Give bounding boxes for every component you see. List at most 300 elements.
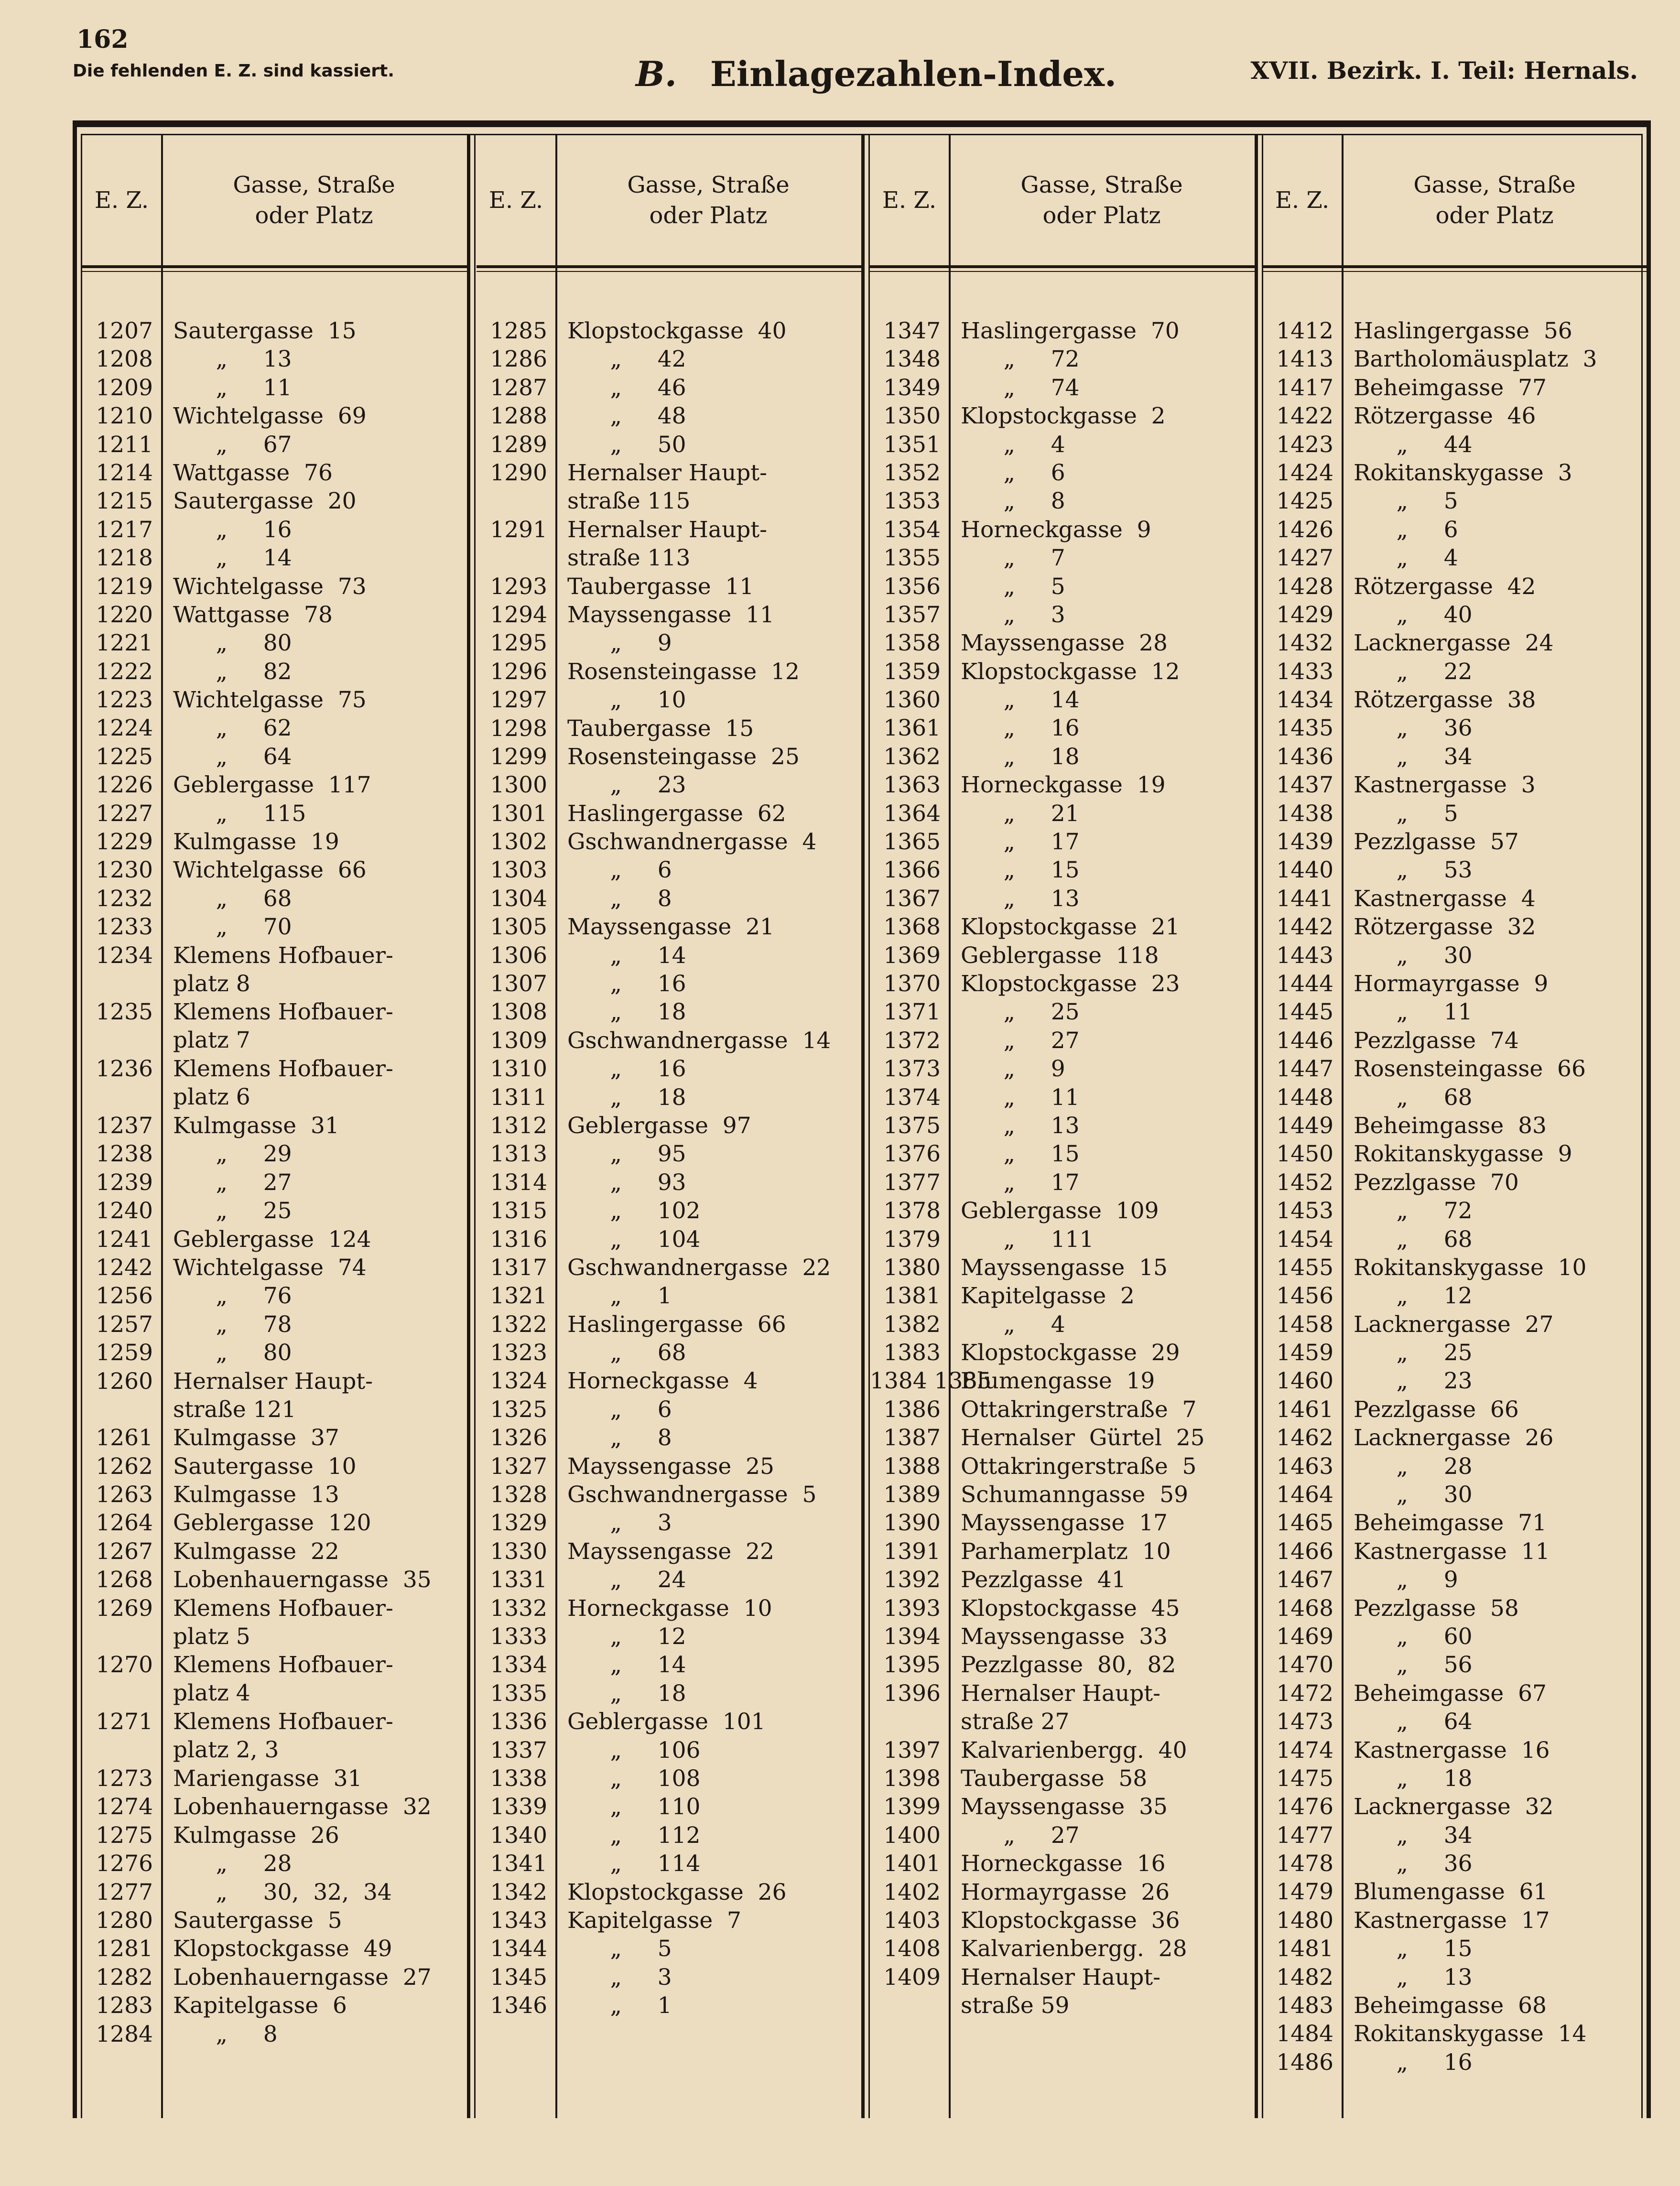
- street-entry: „ 16: [567, 1056, 686, 1082]
- table-row: [477, 941, 861, 970]
- table-row: [1263, 1169, 1647, 1197]
- street-entry: Pezzlgasse 80, 82: [961, 1652, 1176, 1678]
- table-row: [870, 1850, 1255, 1878]
- header-gasse: Gasse, Straße oder Platz: [1413, 172, 1576, 229]
- street-entry: Wattgasse 76: [173, 459, 333, 486]
- street-entry: „ 76: [173, 1283, 292, 1309]
- table-row: [82, 828, 467, 856]
- table-row: [82, 431, 467, 459]
- ez-number: 1339: [490, 1794, 547, 1820]
- street-entry: Pezzlgasse 70: [1354, 1169, 1519, 1196]
- ez-number: 1440: [1276, 857, 1333, 884]
- table-row: [870, 1367, 1255, 1395]
- table-row: [82, 1906, 467, 1935]
- street-entry: Kulmgasse 31: [173, 1112, 339, 1139]
- ez-number: 1356: [883, 573, 941, 600]
- ez-number: 1300: [490, 772, 547, 799]
- ez-number: 1392: [883, 1567, 941, 1593]
- street-entry: Klemens Hofbauer- platz 5: [173, 1595, 393, 1650]
- table-row: [82, 1963, 467, 1991]
- table-row: [82, 800, 467, 828]
- table-row: [82, 1935, 467, 1963]
- table-row: [477, 686, 861, 714]
- ez-number: 1369: [883, 942, 941, 969]
- ez-number: 1441: [1276, 885, 1333, 912]
- table-row: [477, 345, 861, 373]
- ez-number: 1368: [883, 914, 941, 941]
- table-row: [82, 1225, 467, 1254]
- street-entry: „ 18: [567, 1084, 686, 1111]
- street-entry: Wattgasse 78: [173, 601, 333, 628]
- street-entry: „ 102: [567, 1198, 701, 1224]
- ez-number: 1345: [490, 1964, 547, 1991]
- street-entry: Pezzlgasse 58: [1354, 1595, 1519, 1622]
- ez-number: 1239: [96, 1169, 153, 1196]
- table-row: [870, 743, 1255, 771]
- table-row: [82, 459, 467, 487]
- ez-number: 1337: [490, 1737, 547, 1764]
- table-row: [82, 1566, 467, 1594]
- street-entry: Rötzergasse 42: [1354, 573, 1536, 600]
- ez-number: 1295: [490, 630, 547, 657]
- ez-number: 1332: [490, 1595, 547, 1622]
- street-entry: Klemens Hofbauer- platz 8: [173, 942, 393, 997]
- street-entry: „ 9: [1354, 1567, 1458, 1593]
- street-entry: „ 64: [1354, 1709, 1473, 1735]
- ez-number: 1486: [1276, 2049, 1333, 2076]
- street-entry: Lobenhauerngasse 27: [173, 1964, 432, 1991]
- street-entry: „ 15: [961, 857, 1080, 884]
- table-row: [82, 573, 467, 601]
- ez-number: 1291: [490, 516, 547, 543]
- street-entry: Pezzlgasse 57: [1354, 829, 1519, 855]
- ez-number: 1460: [1276, 1368, 1333, 1395]
- street-entry: Wichtelgasse 66: [173, 857, 367, 884]
- table-row: [1263, 1991, 1647, 2020]
- table-row: [870, 629, 1255, 657]
- street-entry: „ 108: [567, 1765, 701, 1792]
- table-row: [82, 1878, 467, 1906]
- ez-number: 1375: [883, 1112, 941, 1139]
- street-entry: Hernalser Haupt- straße 115: [567, 459, 768, 514]
- table-row: [82, 2020, 467, 2048]
- ez-number: 1387: [883, 1425, 941, 1451]
- ez-number: 1273: [96, 1765, 153, 1792]
- column-rows: [477, 317, 861, 2020]
- table-row: [1263, 1764, 1647, 1793]
- table-row: [870, 1140, 1255, 1168]
- ez-number: 1221: [96, 630, 153, 657]
- ez-number: 1409: [883, 1964, 941, 1991]
- column-rows: [82, 317, 467, 2048]
- table-row: [82, 1991, 467, 2020]
- table-row: [870, 402, 1255, 430]
- street-entry: „ 68: [1354, 1226, 1473, 1253]
- street-entry: Schumanngasse 59: [961, 1482, 1189, 1508]
- ez-number: 1474: [1276, 1737, 1333, 1764]
- street-entry: Beheimgasse 68: [1354, 1992, 1547, 2019]
- column-header: [1263, 135, 1647, 268]
- ez-number: 1287: [490, 374, 547, 401]
- table-row: [477, 1793, 861, 1821]
- ez-number: 1393: [883, 1595, 941, 1622]
- street-entry: Kastnergasse 17: [1354, 1907, 1550, 1934]
- street-entry: „ 6: [961, 459, 1065, 486]
- ez-number: 1296: [490, 658, 547, 685]
- street-entry: „ 30, 32, 34: [173, 1879, 392, 1905]
- table-row: [1263, 913, 1647, 941]
- ez-number: 1367: [883, 885, 941, 912]
- ez-number: 1229: [96, 829, 153, 855]
- ez-number: 1352: [883, 459, 941, 486]
- table-row: [1263, 1424, 1647, 1452]
- table-row: [1263, 374, 1647, 402]
- street-entry: Blumengasse 61: [1354, 1879, 1548, 1905]
- ez-number: 1299: [490, 743, 547, 770]
- street-entry: Beheimgasse 83: [1354, 1112, 1547, 1139]
- table-row: [82, 629, 467, 657]
- table-row: [82, 1594, 467, 1651]
- street-entry: Geblergasse 97: [567, 1112, 751, 1139]
- table-row: [477, 1537, 861, 1566]
- table-row: [870, 1083, 1255, 1112]
- street-entry: Klemens Hofbauer- platz 6: [173, 1056, 393, 1111]
- street-entry: „ 68: [1354, 1084, 1473, 1111]
- ez-number: 1362: [883, 743, 941, 770]
- street-entry: Gschwandnergasse 14: [567, 1027, 831, 1054]
- street-entry: „ 11: [173, 374, 292, 401]
- street-entry: Mayssengasse 17: [961, 1510, 1168, 1537]
- ez-number: 1336: [490, 1709, 547, 1735]
- ez-number: 1238: [96, 1141, 153, 1168]
- street-entry: Kulmgasse 22: [173, 1538, 339, 1565]
- ez-number: 1237: [96, 1112, 153, 1139]
- street-entry: „ 25: [1354, 1340, 1473, 1366]
- ez-number: 1476: [1276, 1794, 1333, 1820]
- table-row: [82, 1310, 467, 1339]
- street-entry: „ 44: [1354, 431, 1473, 458]
- street-entry: Gschwandnergasse 4: [567, 829, 817, 855]
- ez-number: 1452: [1276, 1169, 1333, 1196]
- street-entry: „ 23: [567, 772, 686, 799]
- street-entry: „ 5: [567, 1936, 672, 1962]
- table-row: [1263, 317, 1647, 345]
- street-entry: „ 82: [173, 658, 292, 685]
- street-entry: Klopstockgasse 2: [961, 403, 1166, 430]
- ez-number: 1423: [1276, 431, 1333, 458]
- table-row: [870, 828, 1255, 856]
- street-entry: „ 8: [567, 1425, 672, 1451]
- street-entry: „ 72: [961, 346, 1080, 373]
- title-text: Einlagezahlen-Index.: [710, 54, 1117, 94]
- table-row: [477, 856, 861, 884]
- table-row: [870, 856, 1255, 884]
- street-entry: Haslingergasse 70: [961, 318, 1180, 344]
- street-entry: Lacknergasse 26: [1354, 1425, 1554, 1451]
- street-entry: Rosensteingasse 66: [1354, 1056, 1586, 1082]
- table-inner: [81, 134, 1643, 2118]
- ez-number: 1230: [96, 857, 153, 884]
- street-entry: Hernalser Haupt- straße 59: [961, 1964, 1161, 2019]
- table-row: [1263, 1055, 1647, 1083]
- ez-number: 1275: [96, 1822, 153, 1849]
- street-entry: „ 34: [1354, 1822, 1473, 1849]
- table-row: [477, 1850, 861, 1878]
- street-entry: „ 29: [173, 1141, 292, 1168]
- street-entry: „ 5: [1354, 488, 1458, 515]
- street-entry: Rötzergasse 46: [1354, 403, 1536, 430]
- ez-number: 1439: [1276, 829, 1333, 855]
- ez-number: 1477: [1276, 1822, 1333, 1849]
- ez-number: 1327: [490, 1453, 547, 1480]
- ez-number: 1288: [490, 403, 547, 430]
- ez-number: 1226: [96, 772, 153, 799]
- ez-number: 1346: [490, 1992, 547, 2019]
- table-row: [477, 1736, 861, 1764]
- ez-number: 1422: [1276, 403, 1333, 430]
- table-row: [870, 1878, 1255, 1906]
- table-row: [870, 1452, 1255, 1481]
- header-gasse: Gasse, Straße oder Platz: [1020, 172, 1183, 229]
- header-note: Die fehlenden E. Z. sind kassiert.: [73, 61, 394, 81]
- ez-number: 1364: [883, 800, 941, 827]
- table-row: [1263, 1878, 1647, 1906]
- ez-number: 1284: [96, 2021, 153, 2047]
- street-entry: Kapitelgasse 6: [173, 1992, 347, 2019]
- table-row: [477, 828, 861, 856]
- ez-number: 1389: [883, 1482, 941, 1508]
- ez-number: 1314: [490, 1169, 547, 1196]
- table-row: [1263, 1396, 1647, 1424]
- table-row: [870, 1310, 1255, 1339]
- ez-number: 1480: [1276, 1907, 1333, 1934]
- street-entry: „ 22: [1354, 658, 1473, 685]
- table-row: [870, 771, 1255, 799]
- street-entry: „ 70: [173, 914, 292, 941]
- street-entry: Kastnergasse 16: [1354, 1737, 1550, 1764]
- ez-number: 1313: [490, 1141, 547, 1168]
- ez-number: 1382: [883, 1311, 941, 1338]
- ez-number: 1307: [490, 971, 547, 997]
- ez-number: 1443: [1276, 942, 1333, 969]
- ez-number: 1290: [490, 459, 547, 486]
- ez-number: 1424: [1276, 459, 1333, 486]
- street-entry: „ 80: [173, 1340, 292, 1366]
- street-entry: „ 4: [961, 1311, 1065, 1338]
- table-row: [1263, 2048, 1647, 2077]
- table-row: [82, 1537, 467, 1566]
- table-row: [82, 1140, 467, 1168]
- ez-number: 1358: [883, 630, 941, 657]
- table-row: [477, 573, 861, 601]
- ez-number: 1361: [883, 715, 941, 742]
- street-entry: Pezzlgasse 41: [961, 1567, 1126, 1593]
- table-row: [870, 1537, 1255, 1566]
- ez-number: 1373: [883, 1056, 941, 1082]
- ez-number: 1435: [1276, 715, 1333, 742]
- street-entry: Klopstockgasse 45: [961, 1595, 1180, 1622]
- street-entry: Kalvarienbergg. 28: [961, 1936, 1187, 1962]
- ez-number: 1306: [490, 942, 547, 969]
- street-entry: Mayssengasse 22: [567, 1538, 774, 1565]
- street-entry: Horneckgasse 19: [961, 772, 1166, 799]
- ez-number: 1432: [1276, 630, 1333, 657]
- ez-number: 1325: [490, 1396, 547, 1423]
- ez-number: 1338: [490, 1765, 547, 1792]
- table-row: [477, 1679, 861, 1708]
- street-entry: Gschwandnergasse 22: [567, 1254, 831, 1281]
- table-row: [870, 487, 1255, 515]
- table-row: [1263, 629, 1647, 657]
- table-row: [477, 1112, 861, 1140]
- table-row: [870, 1651, 1255, 1679]
- table-row: [82, 771, 467, 799]
- street-entry: „ 15: [961, 1141, 1080, 1168]
- ez-number: 1302: [490, 829, 547, 855]
- street-entry: „ 18: [961, 743, 1080, 770]
- table-row: [82, 516, 467, 544]
- ez-number: 1241: [96, 1226, 153, 1253]
- ez-number: 1350: [883, 403, 941, 430]
- table-row: [82, 1169, 467, 1197]
- street-entry: Hernalser Gürtel 25: [961, 1425, 1205, 1451]
- ez-number: 1453: [1276, 1198, 1333, 1224]
- street-entry: „ 14: [567, 942, 686, 969]
- header-gasse: Gasse, Straße oder Platz: [233, 172, 395, 229]
- table-row: [82, 1452, 467, 1481]
- table-row: [870, 1197, 1255, 1225]
- street-entry: „ 30: [1354, 1482, 1473, 1508]
- street-entry: „ 25: [173, 1198, 292, 1224]
- header-ez: E. Z.: [1275, 187, 1330, 214]
- ez-number: 1276: [96, 1851, 153, 1877]
- street-entry: „ 72: [1354, 1198, 1473, 1224]
- ez-number: 1283: [96, 1992, 153, 2019]
- table-row: [870, 1339, 1255, 1367]
- table-row: [477, 771, 861, 799]
- table-row: [1263, 1452, 1647, 1481]
- street-entry: „ 68: [567, 1340, 686, 1366]
- table-row: [477, 913, 861, 941]
- ez-number: 1234: [96, 942, 153, 969]
- ez-number: 1380: [883, 1254, 941, 1281]
- table-row: [1263, 2020, 1647, 2048]
- ez-number: 1483: [1276, 1992, 1333, 2019]
- table-row: [1263, 1140, 1647, 1168]
- ez-number: 1465: [1276, 1510, 1333, 1537]
- street-entry: Horneckgasse 4: [567, 1368, 758, 1395]
- street-entry: „ 13: [1354, 1964, 1473, 1991]
- ez-number: 1449: [1276, 1112, 1333, 1139]
- table-row: [477, 1367, 861, 1395]
- ez-number: 1363: [883, 772, 941, 799]
- street-entry: „ 8: [961, 488, 1065, 515]
- ez-number: 1304: [490, 885, 547, 912]
- street-entry: Beheimgasse 67: [1354, 1680, 1547, 1707]
- table-row: [82, 1850, 467, 1878]
- table-row: [870, 1424, 1255, 1452]
- street-entry: „ 24: [567, 1567, 686, 1593]
- ez-number: 1227: [96, 800, 153, 827]
- table-row: [477, 1481, 861, 1509]
- street-entry: Beheimgasse 71: [1354, 1510, 1547, 1537]
- street-entry: „ 21: [961, 800, 1080, 827]
- ez-number: 1259: [96, 1340, 153, 1366]
- column-separator: [1255, 135, 1263, 2118]
- street-entry: „ 114: [567, 1851, 701, 1877]
- table-row: [870, 800, 1255, 828]
- ez-number: 1282: [96, 1964, 153, 1991]
- street-entry: Taubergasse 58: [961, 1765, 1148, 1792]
- street-entry: „ 56: [1354, 1652, 1473, 1678]
- street-entry: Mayssengasse 28: [961, 630, 1168, 657]
- ez-number: 1478: [1276, 1851, 1333, 1877]
- ez-number: 1210: [96, 403, 153, 430]
- ez-number: 1312: [490, 1112, 547, 1139]
- table-row: [870, 1821, 1255, 1850]
- ez-number: 1454: [1276, 1226, 1333, 1253]
- table-row: [477, 998, 861, 1026]
- table-row: [870, 970, 1255, 998]
- ez-number: 1281: [96, 1936, 153, 1962]
- ez-number: 1270: [96, 1652, 153, 1678]
- street-entry: „ 36: [1354, 1851, 1473, 1877]
- table-row: [477, 629, 861, 657]
- ez-number: 1218: [96, 545, 153, 572]
- ez-number: 1464: [1276, 1482, 1333, 1508]
- street-entry: „ 50: [567, 431, 686, 458]
- street-entry: Horneckgasse 16: [961, 1851, 1166, 1877]
- street-entry: „ 14: [567, 1652, 686, 1678]
- street-entry: „ 80: [173, 630, 292, 657]
- ez-number: 1426: [1276, 516, 1333, 543]
- table-row: [1263, 1112, 1647, 1140]
- street-entry: „ 28: [1354, 1453, 1473, 1480]
- street-entry: Kastnergasse 3: [1354, 772, 1536, 799]
- index-column-1: [82, 135, 467, 2118]
- ez-number: 1207: [96, 318, 153, 344]
- ez-number: 1437: [1276, 772, 1333, 799]
- ez-number: 1429: [1276, 601, 1333, 628]
- ez-number: 1459: [1276, 1340, 1333, 1366]
- table-row: [82, 714, 467, 742]
- street-entry: Mayssengasse 21: [567, 914, 774, 941]
- street-entry: „ 6: [567, 857, 672, 884]
- table-row: [1263, 885, 1647, 913]
- street-entry: Klopstockgasse 49: [173, 1936, 392, 1962]
- table-row: [477, 800, 861, 828]
- street-entry: Klemens Hofbauer- platz 7: [173, 999, 393, 1054]
- table-row: [477, 1452, 861, 1481]
- street-entry: Mayssengasse 11: [567, 601, 774, 628]
- table-row: [870, 431, 1255, 459]
- table-row: [1263, 1708, 1647, 1736]
- table-row: [1263, 771, 1647, 799]
- table-row: [82, 1708, 467, 1764]
- street-entry: Wichtelgasse 73: [173, 573, 367, 600]
- street-entry: „ 14: [961, 687, 1080, 714]
- table-row: [477, 1821, 861, 1850]
- ez-number: 1381: [883, 1283, 941, 1309]
- street-entry: „ 8: [173, 2021, 278, 2047]
- ez-number: 1366: [883, 857, 941, 884]
- table-row: [477, 1878, 861, 1906]
- ez-number: 1479: [1276, 1879, 1333, 1905]
- street-entry: „ 36: [1354, 715, 1473, 742]
- ez-number: 1277: [96, 1879, 153, 1905]
- table-row: [870, 1027, 1255, 1055]
- ez-number: 1445: [1276, 999, 1333, 1026]
